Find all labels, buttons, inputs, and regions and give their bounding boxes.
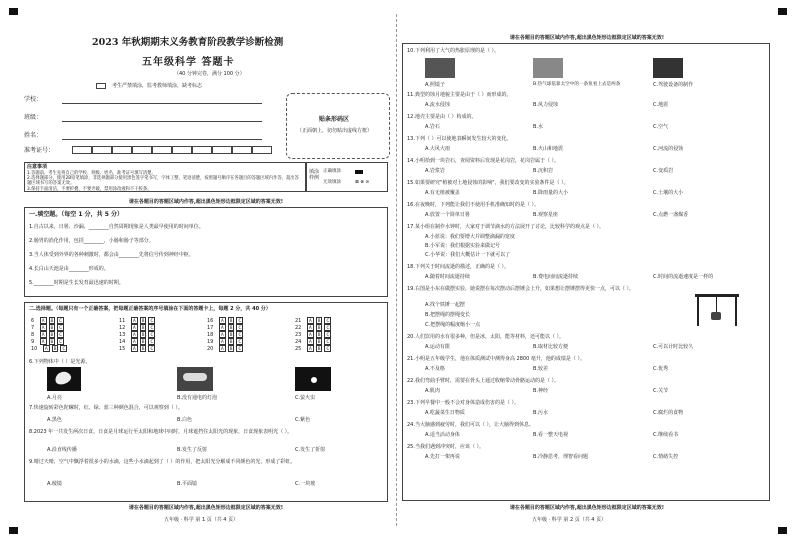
bubble-c[interactable]: C xyxy=(59,318,63,323)
qnum: 18 xyxy=(207,332,214,338)
bubble-c[interactable]: C xyxy=(238,325,242,330)
field-school: 学校： xyxy=(24,96,43,103)
qnum: 25 xyxy=(295,346,302,352)
answer-grid xyxy=(31,317,383,355)
bubble-c[interactable]: C xyxy=(59,325,63,330)
question-6: 6.下列物体中（ ）是光源。 xyxy=(29,359,91,365)
q7-option-b: B.白色 xyxy=(177,417,193,423)
q10-option-b: B.热气球依靠太空中的一条鱼看上去是两条 xyxy=(533,82,621,87)
q22-option-b: B.神经 xyxy=(533,388,549,394)
bubble-a[interactable]: A xyxy=(220,332,224,337)
qnum: 14 xyxy=(119,339,126,345)
q6-option-b: B.没有通电的灯泡 xyxy=(177,395,218,401)
bubble-b[interactable]: B xyxy=(50,332,54,337)
footer-left: 五年级 · 科学 第 1 页（共 4 页） xyxy=(164,517,239,523)
bubble-b[interactable]: B xyxy=(141,332,145,337)
bubble-b[interactable]: B xyxy=(229,332,233,337)
bubble-a[interactable]: A xyxy=(308,346,312,351)
warning-top-right: 请在各题目的答题区域内作答,超出黑色矩形边框限定区域的答案无效! xyxy=(509,35,665,41)
pendulum-image xyxy=(695,294,739,326)
qnum: 10 xyxy=(31,346,38,352)
barcode-title: 贴条形码区 xyxy=(319,116,350,123)
notice-line: 3.保持卡面清洁，不要折叠、不要弄破，禁用涂改液和不干胶条。 xyxy=(27,186,152,192)
bubble-b[interactable]: B xyxy=(50,318,54,323)
exam-id-boxes[interactable] xyxy=(72,146,272,154)
qnum: 24 xyxy=(295,339,302,345)
q23-option-a: A.吃蔬菜生日物质 xyxy=(425,410,465,416)
warning-bottom: 请在各题目的答题区域内作答,超出黑色矩形边框限定区域的答案无效! xyxy=(128,505,284,511)
q13-option-b: B.火山和地震 xyxy=(533,146,564,152)
question-22: 22.我们弯曲手臂时，需要在骨头上通过收缩带动骨骼运动的是（ ）。 xyxy=(407,378,560,384)
bubble-a[interactable]: A xyxy=(220,339,224,344)
bubble-b[interactable]: B xyxy=(50,339,54,344)
bubble-c[interactable]: C xyxy=(62,346,66,351)
field-line[interactable] xyxy=(62,139,262,140)
qnum: 12 xyxy=(119,325,126,331)
sample-label: 填涂样例 xyxy=(309,169,320,181)
wrong-bubble-icons: ⊠ ⊗ ⊘ xyxy=(355,180,370,185)
answer-row[interactable] xyxy=(207,345,245,353)
absent-box xyxy=(96,83,106,89)
warning-top: 请在各题目的答题区域内作答,超出黑色矩形边框限定区域的答案无效! xyxy=(128,199,284,205)
q13-option-a: A.大风大雨 xyxy=(425,146,450,152)
question-10: 10.下列利用了大气的热胀原理的是（ ）。 xyxy=(407,48,500,54)
section2-title: 二.选择题。（每题只有一个正确答案，把每题正确答案的序号填涂在下面的答题卡上，每题 2 分，共 40 分） xyxy=(29,306,271,312)
q21-option-c: C.优秀 xyxy=(653,366,669,372)
bubble-a[interactable]: A xyxy=(41,332,45,337)
q14-option-c: C.变质岩 xyxy=(653,168,674,174)
question-13: 13.下列（ ）可以使地表瞬间发生较大的变化。 xyxy=(407,136,512,142)
q23-option-c: C.腐烂的食物 xyxy=(653,410,684,416)
qnum: 16 xyxy=(207,318,214,324)
q19-option-c: C.把摆绳的幅度缩小一点 xyxy=(425,322,481,328)
q9-option-b: B.平面镜 xyxy=(177,481,198,487)
question-9: 9.晴过天晴，空气中飘浮着很多小的水滴，这些小水滴起到了（ ）的作用，把太阳光分解成不同颜色的光，形成了彩虹。 xyxy=(29,459,296,465)
q14-option-b: B.沉积岩 xyxy=(533,168,554,174)
qnum: 15 xyxy=(119,346,126,352)
right-page xyxy=(402,10,772,523)
question-18: 18.下列关于时间流逝的描述，正确的是（ ）。 xyxy=(407,264,510,270)
moon-icon xyxy=(53,370,72,387)
question-12: 12.地壳主要是由（ ）构成的。 xyxy=(407,114,477,120)
bubble-c[interactable]: C xyxy=(238,318,242,323)
bubble-c[interactable]: C xyxy=(150,325,154,330)
qnum: 6 xyxy=(31,318,35,324)
q19-option-a: A.找个铁锤一起摆 xyxy=(425,302,465,308)
notice-line: 1.答题前，考生先将自己的学校、班级、姓名、准考证号填写清楚。 xyxy=(27,171,156,176)
field-exam-id: 准考证号： xyxy=(24,147,55,154)
question-16: 16.在夜晚时，下列能让我们不使用手机准确知时的是（ ）。 xyxy=(407,202,540,208)
choice-section-right xyxy=(402,43,770,501)
field-line[interactable] xyxy=(62,103,262,104)
firefly-image xyxy=(295,367,331,391)
q15-option-a: A.有无植被覆盖 xyxy=(425,190,460,196)
firefly-icon xyxy=(311,377,317,383)
bubble-b[interactable]: B xyxy=(317,339,321,344)
bubble-a[interactable]: A xyxy=(220,318,224,323)
qnum: 22 xyxy=(295,325,302,331)
bubble-c[interactable]: C xyxy=(326,318,330,323)
bubble-c[interactable]: C xyxy=(326,339,330,344)
bubble-b[interactable]: B xyxy=(141,318,145,323)
q10-option-c: C.驾驶设备的制作 xyxy=(653,82,694,88)
question-11: 11.典型的蚀月地貌主要是由于（ ）而形成的。 xyxy=(407,92,512,98)
question-24: 24.当大脑感到疲劳时，我们可以（ ），让大脑得到休息。 xyxy=(407,422,535,428)
bubble-c[interactable]: C xyxy=(238,332,242,337)
bubble-a[interactable]: A xyxy=(132,346,136,351)
q17-option-c: C.小华说：我们大概估计一下就可以了 xyxy=(425,252,511,258)
q23-option-b: B.污水 xyxy=(533,410,549,416)
field-line[interactable] xyxy=(62,121,262,122)
fill-q3[interactable]: 3.当人体受到外界的各种刺激时，都会由________先将信号传到神经中枢。 xyxy=(29,252,194,258)
question-23: 23.下列早餐中一般不会对身体造成伤害的是（ ）。 xyxy=(407,400,520,406)
q24-option-c: C.继续看书 xyxy=(653,432,679,438)
q22-option-a: A.肌肉 xyxy=(425,388,440,394)
question-17: 17.某小组在制作水钟时，大家对于调节滴水的方法展开了讨论，比较科学的观点是（ ）。 xyxy=(407,224,605,230)
q6-option-a: A.月亮 xyxy=(47,395,62,401)
q25-option-c: C.情绪失控 xyxy=(653,454,679,460)
notice-box xyxy=(24,162,306,192)
fill-q4[interactable]: 4.长白山天池是由________形成的。 xyxy=(29,266,109,272)
q20-option-c: C.可以计时比较久 xyxy=(653,344,694,350)
bubble-b[interactable]: B xyxy=(317,332,321,337)
bubble-a[interactable]: A xyxy=(132,318,136,323)
q17-option-b: B.小军说：我们根据实验来做记号 xyxy=(425,243,501,249)
q21-option-b: B.较差 xyxy=(533,366,549,372)
exam-title: 2023 年秋期期末义务教育阶段教学诊断检测 xyxy=(92,37,284,48)
bubble-a[interactable]: A xyxy=(220,325,224,330)
bubble-b[interactable]: B xyxy=(317,325,321,330)
q12-option-a: A.岩石 xyxy=(425,124,440,130)
bubble-b[interactable]: B xyxy=(229,318,233,323)
sample-correct: 正确填涂 xyxy=(323,169,341,174)
qnum: 8 xyxy=(31,332,35,338)
q21-option-a: A.不及格 xyxy=(425,366,445,372)
q6-option-c: C.萤火虫 xyxy=(295,395,316,401)
q12-option-c: C.空气 xyxy=(653,124,669,130)
q11-option-b: B.风力侵蚀 xyxy=(533,102,559,108)
bubble-a[interactable]: A xyxy=(41,318,45,323)
q10-image-a xyxy=(425,58,455,78)
q11-option-c: C.地震 xyxy=(653,102,669,108)
bubble-c[interactable]: C xyxy=(326,325,330,330)
corner-mark xyxy=(778,527,787,534)
bubble-c[interactable]: C xyxy=(59,332,63,337)
q17-option-a: A.小蓝说：我们要增大并调整滴漏的宽度 xyxy=(425,234,515,240)
question-15: 15.如果要研究"植被对土地侵蚀的影响"，我们要改变的实验条件是（ ）。 xyxy=(407,180,569,186)
qnum: 11 xyxy=(119,318,126,324)
warning-bottom-right: 请在各题目的答题区域内作答,超出黑色矩形边框限定区域的答案无效! xyxy=(509,505,665,511)
q18-option-a: A.随着时间流逝持续 xyxy=(425,274,470,280)
bubble-a[interactable]: A xyxy=(220,346,224,351)
q12-option-b: B.水 xyxy=(533,124,544,130)
qnum: 7 xyxy=(31,325,35,331)
q22-option-c: C.关节 xyxy=(653,388,669,394)
q7-option-a: A.黑色 xyxy=(47,417,62,423)
bubble-b[interactable]: B xyxy=(141,339,145,344)
fill-q5[interactable]: 5.________时期是生长发育最迅速的时期。 xyxy=(29,280,124,286)
bubble-b[interactable]: B xyxy=(141,325,145,330)
answer-row[interactable] xyxy=(295,345,333,353)
bubble-c[interactable]: C xyxy=(238,339,242,344)
question-25: 25.当我们遇到冲突时，应该（ ）。 xyxy=(407,444,485,450)
corner-mark xyxy=(9,8,18,15)
bubble-b[interactable]: B xyxy=(229,339,233,344)
q19-option-b: B.把摆绳的摆绳变长 xyxy=(425,312,471,318)
q20-option-a: A.运动有限 xyxy=(425,344,450,350)
choice-section xyxy=(24,302,388,502)
qnum: 17 xyxy=(207,325,214,331)
question-8: 8.2023 年一共发生两次日食。日食是月球运行至太阳和地球中间时，月球遮挡住太阳光的现象，日食现象表明光（ ）。 xyxy=(29,429,293,435)
bulb-image xyxy=(177,367,213,391)
bubble-c[interactable]: C xyxy=(150,339,154,344)
qnum: 23 xyxy=(295,332,302,338)
bubble-b[interactable]: B xyxy=(53,346,57,351)
qnum: 13 xyxy=(119,332,126,338)
bubble-a[interactable]: A xyxy=(308,325,312,330)
sample-wrong: 无效填涂 xyxy=(323,180,341,185)
q10-image-c xyxy=(653,58,683,78)
q8-option-c: C.发生了折射 xyxy=(295,447,326,453)
q14-option-a: A.岩浆岩 xyxy=(425,168,445,174)
field-name: 姓名： xyxy=(24,132,43,139)
q24-option-a: A.适当活动身体 xyxy=(425,432,460,438)
barcode-note: （正面朝上，切勿贴出虚线方框） xyxy=(297,128,373,134)
q9-option-a: A.棱镜 xyxy=(47,481,62,487)
footer-right: 五年级 · 科学 第 2 页（共 4 页） xyxy=(532,517,607,523)
bulb-icon xyxy=(183,373,207,381)
bubble-a[interactable]: A xyxy=(44,346,48,351)
corner-mark xyxy=(9,527,18,534)
fill-q1[interactable]: 1.自古以来，日晷、沙漏、________自然周期现象是人类最早使用的时间单位。 xyxy=(29,224,204,230)
q10-option-a: A.照镜子 xyxy=(425,82,445,88)
q16-option-c: C.点燃一盏煤香 xyxy=(653,212,689,218)
q15-option-c: C.土壤的大小 xyxy=(653,190,684,196)
q8-option-b: B.发生了反射 xyxy=(177,447,208,453)
q16-option-a: A.放置一个简单日晷 xyxy=(425,212,470,218)
left-page xyxy=(24,10,394,523)
bubble-c[interactable]: C xyxy=(326,346,330,351)
bubble-a[interactable]: A xyxy=(308,332,312,337)
q7-option-c: C.紫色 xyxy=(295,417,311,423)
question-19: 19.右图是小东在做摆实验，她说摆在每次摆动后摆锤会上升，如果想让摆锤摆得更快一点，可以（ ）。 xyxy=(407,286,635,292)
moon-image xyxy=(47,367,81,391)
notice-text xyxy=(27,171,303,192)
qnum: 20 xyxy=(207,346,214,352)
q11-option-a: A.流水侵蚀 xyxy=(425,102,450,108)
bubble-b[interactable]: B xyxy=(229,325,233,330)
notice-line: 2.选择题部分，使用2B铅笔填涂，非选择题部分使用黑色签字笔书写，字体工整、笔迹清楚，按照题号顺序在各题目的答题区域内作答，超出答题区域书写的答案无效。 xyxy=(27,176,299,187)
bubble-b[interactable]: B xyxy=(229,346,233,351)
bubble-b[interactable]: B xyxy=(50,325,54,330)
q9-option-c: C.一块玻 xyxy=(295,481,316,487)
fill-q2[interactable]: 2.肠胃的消化作用，包括________，小肠和肠子等部分。 xyxy=(29,238,154,244)
filled-bubble-icon xyxy=(355,170,363,174)
bubble-c[interactable]: C xyxy=(150,318,154,323)
q25-option-a: A.先打一架再说 xyxy=(425,454,460,460)
bubble-a[interactable]: A xyxy=(132,339,136,344)
bubble-c[interactable]: C xyxy=(59,339,63,344)
question-20: 20.人们饮用的水有很多种，但是冰，太阳，能等材料，还可能以（ ）。 xyxy=(407,334,565,340)
notice-title: 注意事项 xyxy=(27,164,48,170)
barcode-area xyxy=(286,93,390,159)
sample-box xyxy=(306,162,388,192)
q13-option-c: C.河流的侵蚀 xyxy=(653,146,684,152)
absent-note: 考生严禁填涂，监考教师填涂，缺考标志 xyxy=(112,83,203,89)
q18-option-b: B.费电间间流逝持续 xyxy=(533,274,579,280)
fill-blank-section xyxy=(24,207,388,297)
field-class: 班级： xyxy=(24,114,43,121)
q25-option-b: B.冷静思考，理智看问题 xyxy=(533,454,589,460)
q15-option-b: B.降雨量的大小 xyxy=(533,190,569,196)
bubble-a[interactable]: A xyxy=(132,332,136,337)
question-7: 7.快速旋转彩色陀螺时，红、绿、蓝三种颜色混合，可以观察到（ ）。 xyxy=(29,405,183,411)
qnum: 19 xyxy=(207,339,214,345)
bubble-a[interactable]: A xyxy=(308,339,312,344)
q8-option-a: A.沿直线传播 xyxy=(47,447,77,453)
bubble-a[interactable]: A xyxy=(308,318,312,323)
fold-line xyxy=(396,14,397,526)
bubble-c[interactable]: C xyxy=(238,346,242,351)
bubble-b[interactable]: B xyxy=(317,346,321,351)
q16-option-b: B.观察星座 xyxy=(533,212,559,218)
answer-row[interactable] xyxy=(119,345,157,353)
pendulum-icon xyxy=(711,312,721,320)
q18-option-c: C.时间的流逝速度是一样的 xyxy=(653,274,714,280)
q24-option-b: B.看一整天电视 xyxy=(533,432,569,438)
qnum: 21 xyxy=(295,318,302,324)
corner-mark xyxy=(778,8,787,15)
answer-row[interactable] xyxy=(31,345,69,353)
bubble-a[interactable]: A xyxy=(41,325,45,330)
bubble-a[interactable]: A xyxy=(132,325,136,330)
q10-image-b xyxy=(533,58,563,78)
bubble-c[interactable]: C xyxy=(150,346,154,351)
bubble-a[interactable]: A xyxy=(41,339,45,344)
bubble-b[interactable]: B xyxy=(141,346,145,351)
bubble-c[interactable]: C xyxy=(150,332,154,337)
sheet-subtitle: 五年级科学 答题卡 xyxy=(142,57,235,68)
bubble-b[interactable]: B xyxy=(317,318,321,323)
q20-option-b: B.取材比较方便 xyxy=(533,344,569,350)
bubble-c[interactable]: C xyxy=(326,332,330,337)
question-14: 14.小明拾到一块岩石，查阅资料后发现是花岗岩，花岗岩属于（ ）。 xyxy=(407,158,560,164)
section1-title: 一.填空题。（每空 1 分，共 5 分） xyxy=(29,211,123,218)
time-note: （40 分钟完卷，满分 100 分） xyxy=(174,71,245,77)
question-21: 21.小明是五年级学生，他在体质测试中测得身高 2800 毫升，他的成绩是（ ）。 xyxy=(407,356,585,362)
qnum: 9 xyxy=(31,339,35,345)
